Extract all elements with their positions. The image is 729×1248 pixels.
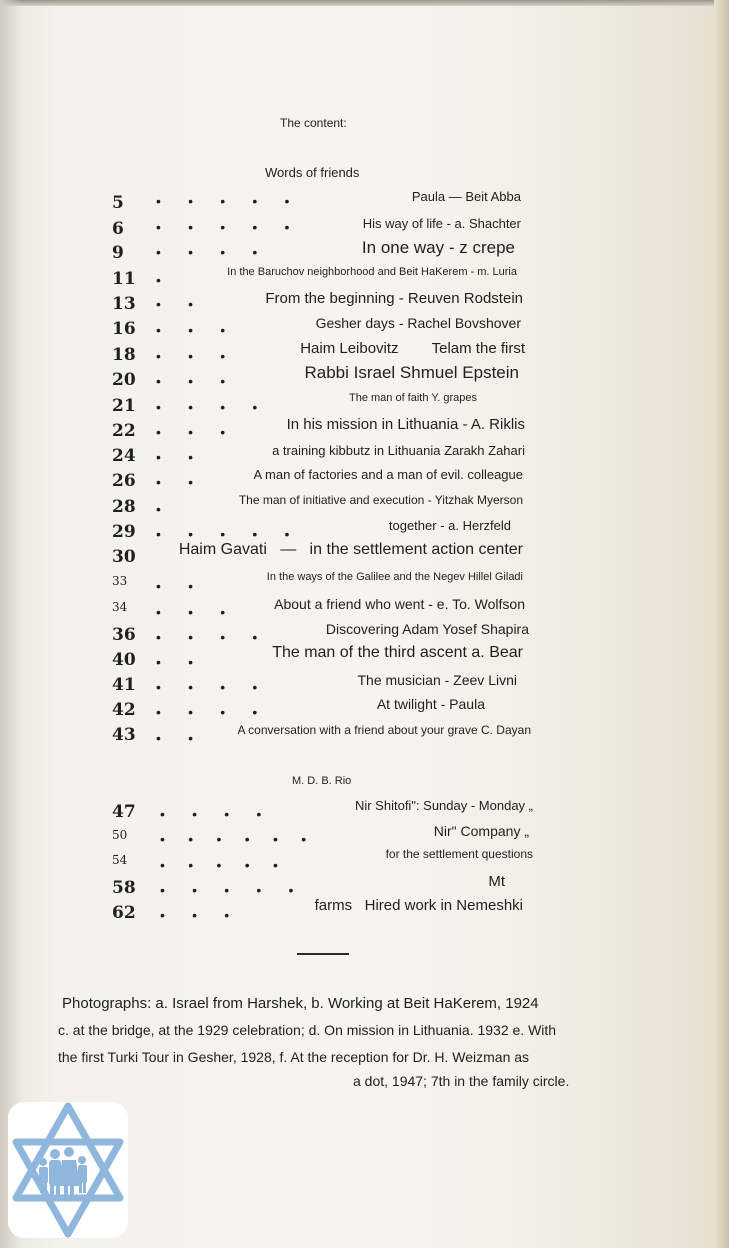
toc-entry-title: Nir" Company „ (433, 823, 529, 839)
page-right-fold (714, 0, 729, 1248)
leader-dots: • • • • • (156, 526, 290, 542)
toc-page-number: 24 (112, 446, 136, 466)
toc-page-number: 36 (112, 625, 136, 645)
toc-page-number: 13 (112, 294, 136, 314)
toc-entry-title: His way of life - a. Shachter (362, 216, 521, 231)
leader-dots: • • (156, 654, 194, 670)
toc-page-number: 42 (112, 700, 136, 720)
toc-entry-title: The man of faith Y. grapes (348, 392, 477, 404)
toc-entry-title: A conversation with a friend about your grave C. Dayan (237, 723, 531, 737)
section-title-mdb: M. D. B. Rio (292, 775, 352, 787)
caption-line: Photographs: a. Israel from Harshek, b. Working at Beit HaKerem, 1924 (62, 995, 539, 1012)
toc-page-number: 40 (112, 650, 136, 670)
toc-page-number: 26 (112, 471, 136, 491)
toc-page-number: 18 (112, 345, 136, 365)
leader-dots: • • • (156, 424, 226, 440)
toc-page-number: 54 (112, 853, 128, 867)
toc-entry-title: The man of initiative and execution - Yitzhak Myerson (238, 493, 523, 507)
leader-dots: • • • • (156, 399, 258, 415)
leader-dots: • • • (160, 907, 230, 923)
toc-entry-title: Discovering Adam Yosef Shapira (325, 621, 529, 637)
toc-page-number: 58 (112, 878, 136, 898)
leader-dots: • • • (156, 322, 226, 338)
toc-entry-title: farms Hired work in Nemeshki (314, 897, 523, 914)
section-title-friends: Words of friends (265, 165, 360, 180)
toc-page-number: 50 (112, 828, 128, 842)
toc-page-number: 9 (112, 243, 124, 263)
toc-entry-title: Rabbi Israel Shmuel Epstein (304, 363, 519, 382)
leader-dots: • (156, 272, 161, 288)
section-divider (297, 953, 349, 955)
toc-entry-title: In one way - z crepe (361, 238, 515, 257)
toc-page-number: 16 (112, 319, 136, 339)
toc-page-number: 62 (112, 903, 136, 923)
toc-entry-title: The man of the third ascent a. Bear (272, 644, 523, 661)
leader-dots: • • • • • (160, 857, 278, 873)
leader-dots: • • • • (156, 629, 258, 645)
family-logo (8, 1102, 128, 1238)
toc-page-number: 43 (112, 725, 136, 745)
toc-heading: The content: (280, 116, 347, 130)
leader-dots: • • • • • (160, 882, 294, 898)
leader-dots: • • • • (156, 704, 258, 720)
toc-page-number: 47 (112, 802, 136, 822)
toc-entry-title: Nir Shitofi": Sunday - Monday „ (354, 798, 533, 813)
toc-entry-title: At twilight - Paula (376, 696, 485, 712)
leader-dots: • • • (156, 348, 226, 364)
toc-entry-title: The musician - Zeev Livni (357, 672, 517, 688)
toc-entry-title: a training kibbutz in Lithuania Zarakh Zahari (272, 443, 525, 458)
toc-page-number: 41 (112, 675, 136, 695)
toc-entry-title: Mt (488, 873, 505, 890)
leader-dots: • • (156, 578, 194, 594)
toc-entry-title: In the ways of the Galilee and the Negev Hillel Giladi (266, 571, 523, 583)
toc-entry-title: Haim Gavati — in the settlement action center (178, 541, 523, 558)
toc-page-number: 6 (112, 219, 124, 239)
leader-dots: • • • • • (156, 193, 290, 209)
toc-entry-title: A man of factories and a man of evil. colleague (253, 467, 523, 482)
leader-dots: • • (156, 474, 194, 490)
page-binding-shadow (0, 0, 22, 1248)
star-of-david-icon (8, 1102, 128, 1238)
leader-dots: • • • • (156, 244, 258, 260)
toc-page-number: 22 (112, 421, 136, 441)
leader-dots: • • • • • • (160, 831, 307, 847)
toc-entry-title: In his mission in Lithuania - A. Riklis (286, 416, 525, 433)
caption-line: a dot, 1947; 7th in the family circle. (353, 1073, 570, 1089)
leader-dots: • (156, 501, 161, 517)
leader-dots: • • • • • (156, 219, 290, 235)
leader-dots: • • (156, 730, 194, 746)
leader-dots: • • (156, 296, 194, 312)
caption-line: c. at the bridge, at the 1929 celebration; d. On mission in Lithuania. 1932 e. With (58, 1022, 557, 1038)
toc-page-number: 5 (112, 193, 124, 213)
toc-entry-title: for the settlement questions (385, 847, 533, 861)
toc-page-number: 33 (112, 574, 128, 588)
toc-entry-title: About a friend who went - e. To. Wolfson (274, 596, 525, 612)
toc-entry-title: Haim Leibovitz Telam the first (300, 340, 525, 357)
toc-entry-title: Gesher days - Rachel Bovshover (315, 315, 521, 331)
family-icon (39, 1147, 87, 1198)
leader-dots: • • • • (156, 679, 258, 695)
toc-entry-title: In the Baruchov neighborhood and Beit HaKerem - m. Luria (227, 266, 517, 278)
toc-entry-title: Paula — Beit Abba (411, 189, 521, 204)
toc-page-number: 34 (112, 600, 128, 614)
toc-page-number: 21 (112, 396, 136, 416)
toc-page-number: 28 (112, 497, 136, 517)
leader-dots: • • (156, 449, 194, 465)
toc-page-number: 11 (112, 269, 136, 289)
toc-entry-title: From the beginning - Reuven Rodstein (265, 290, 523, 307)
leader-dots: • • • (156, 604, 226, 620)
caption-line: the first Turki Tour in Gesher, 1928, f. At the reception for Dr. H. Weizman as (58, 1049, 530, 1065)
toc-page-number: 20 (112, 370, 136, 390)
leader-dots: • • • (156, 373, 226, 389)
toc-entry-title: together - a. Herzfeld (388, 518, 511, 533)
leader-dots: • • • • (160, 806, 262, 822)
toc-page-number: 29 (112, 522, 136, 542)
page-top-edge (0, 0, 729, 6)
toc-page-number: 30 (112, 547, 136, 567)
